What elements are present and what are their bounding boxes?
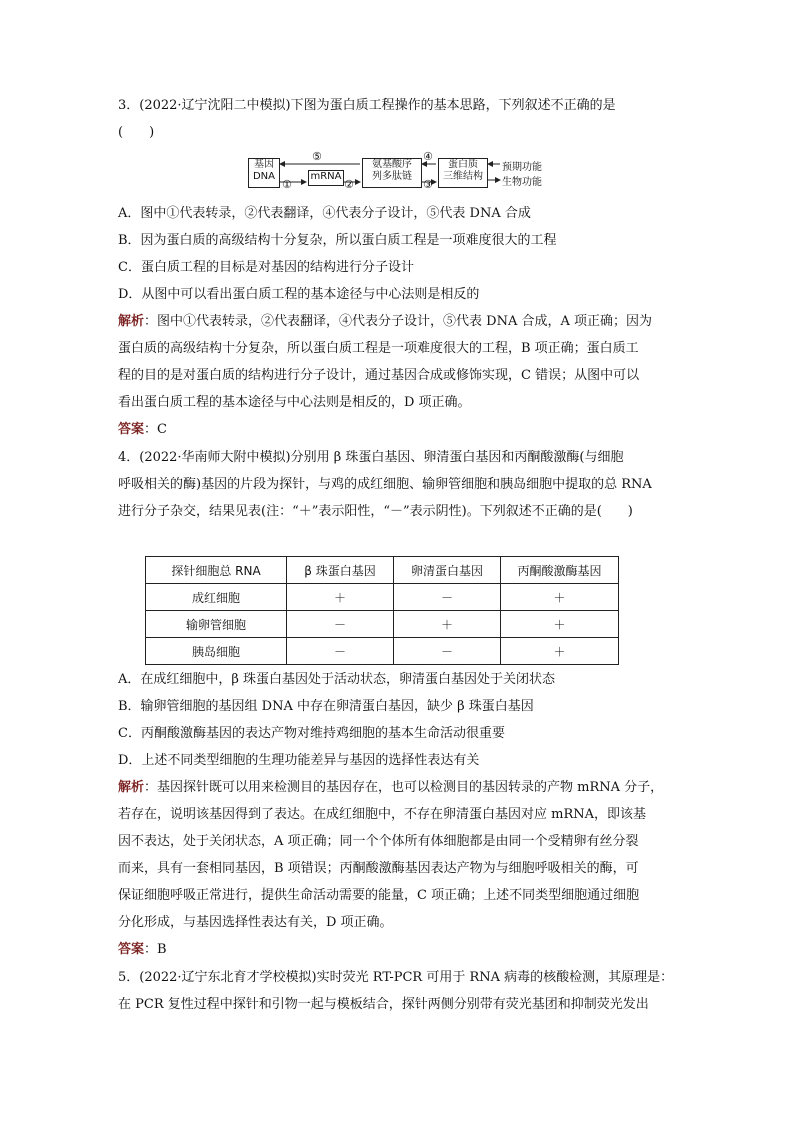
table-header: 丙酮酸激酶基因 xyxy=(501,557,619,584)
q3-option-d: D．从图中可以看出蛋白质工程的基本途径与中心法则是相反的 xyxy=(118,287,480,302)
q3-answer xyxy=(118,421,167,439)
table-cell: － xyxy=(394,584,501,611)
q4-option-b: B．输卵管细胞的基因组 DNA 中存在卵清蛋白基因，缺少 β 珠蛋白基因 xyxy=(118,699,534,714)
analysis-label: 解析 xyxy=(118,780,145,795)
q5-stem-line-1: 5．(2022·辽宁东北育才学校模拟)实时荧光 RT-PCR 可用于 RNA 病毒的核酸检测，其原理是： xyxy=(118,970,674,985)
table-cell: － xyxy=(287,638,394,665)
expected-function-label: 预期功能 xyxy=(502,162,542,173)
q4-stem-line-2: 呼吸相关的酶)基因的片段为探针，与鸡的成红细胞、输卵管细胞和胰岛细胞中提取的总 RNA xyxy=(118,477,652,492)
q4-analysis-line-1 xyxy=(118,779,663,797)
q3-option-b: B．因为蛋白质的高级结构十分复杂，所以蛋白质工程是一项难度很大的工程 xyxy=(118,233,557,248)
label-2: ② xyxy=(344,178,354,191)
protein-line1: 蛋白质 xyxy=(448,159,478,170)
table-header: 卵清蛋白基因 xyxy=(394,557,501,584)
q3-analysis-line-2: 蛋白质的高级结构十分复杂，所以蛋白质工程是一项难度很大的工程，B 项正确；蛋白质工 xyxy=(118,341,639,356)
analysis-text: ：图中①代表转录，②代表翻译，④代表分子设计，⑤代表 DNA 合成，A 项正确；因为 xyxy=(144,314,652,329)
amino-acid-box xyxy=(362,158,422,188)
table-cell: 成红细胞 xyxy=(146,584,287,611)
q4-option-c: C．丙酮酸激酶基因的表达产物对维持鸡细胞的基本生命活动很重要 xyxy=(118,726,505,741)
q4-option-a: A．在成红细胞中，β 珠蛋白基因处于活动状态，卵清蛋白基因处于关闭状态 xyxy=(118,672,556,687)
analysis-text: ：基因探针既可以用来检测目的基因存在，也可以检测目的基因转录的产物 mRNA 分子， xyxy=(144,780,664,795)
protein-structure-box xyxy=(438,158,488,188)
q4-stem-line-1: 4．(2022·华南师大附中模拟)分别用 β 珠蛋白基因、卵清蛋白基因和丙酮酸激酶(与细胞 xyxy=(118,450,624,465)
q4-analysis-line-3: 因不表达，处于关闭状态，A 项正确；同一个个体所有体细胞都是由同一个受精卵有丝分裂 xyxy=(118,834,639,849)
q3-analysis-line-1 xyxy=(118,313,652,331)
hybridization-table xyxy=(145,556,619,665)
dna-label: DNA xyxy=(252,171,276,182)
table-header: 探针细胞总 RNA xyxy=(146,557,287,584)
q4-option-d: D．上述不同类型细胞的生理功能差异与基因的选择性表达有关 xyxy=(118,753,480,768)
table-cell: ＋ xyxy=(394,611,501,638)
answer-text: ：B xyxy=(144,942,167,957)
label-1: ① xyxy=(282,178,292,191)
answer-label: 答案 xyxy=(118,422,145,437)
table-cell: 输卵管细胞 xyxy=(146,611,287,638)
q4-analysis-line-2: 若存在，说明该基因得到了表达。在成红细胞中，不存在卵清蛋白基因对应 mRNA，即该基 xyxy=(118,807,647,822)
table-cell: － xyxy=(394,638,501,665)
q4-analysis-line-6: 分化形成，与基因选择性表达有关，D 项正确。 xyxy=(118,915,393,930)
table-cell: ＋ xyxy=(501,638,619,665)
q4-analysis-line-5: 保证细胞呼吸正常进行，提供生命活动需要的能量，C 项正确；上述不同类型细胞通过细胞 xyxy=(118,888,640,903)
table-row xyxy=(146,611,619,638)
q4-analysis-line-4: 而来，具有一套相同基因，B 项错误；丙酮酸激酶基因表达产物为与细胞呼吸相关的酶，可 xyxy=(118,861,639,876)
table-cell: ＋ xyxy=(501,584,619,611)
gene-label: 基因 xyxy=(254,159,274,170)
table-header-row xyxy=(146,557,619,584)
answer-label: 答案 xyxy=(118,942,145,957)
q3-analysis-line-3: 程的目的是对蛋白质的结构进行分子设计，通过基因合成或修饰实现，C 错误；从图中可以 xyxy=(118,368,640,383)
label-4: ④ xyxy=(423,150,433,163)
table-cell: ＋ xyxy=(501,611,619,638)
mrna-box: mRNA xyxy=(308,170,344,186)
q3-stem-paren: ( ) xyxy=(118,125,155,140)
answer-text: ：C xyxy=(144,422,167,437)
table-header: β 珠蛋白基因 xyxy=(287,557,394,584)
bio-function-label: 生物功能 xyxy=(502,177,542,188)
q4-stem-line-3: 进行分子杂交，结果见表(注：“＋”表示阳性，“－”表示阴性)。下列叙述不正确的是( ) xyxy=(118,504,633,519)
analysis-label: 解析 xyxy=(118,314,145,329)
table-cell: 胰岛细胞 xyxy=(146,638,287,665)
protein-line2: 三维结构 xyxy=(443,171,483,182)
q3-analysis-line-4: 看出蛋白质工程的基本途径与中心法则是相反的，D 项正确。 xyxy=(118,395,471,410)
label-3: ③ xyxy=(423,178,433,191)
gene-dna-box xyxy=(248,158,280,188)
protein-engineering-diagram xyxy=(246,150,556,192)
label-5: ⑤ xyxy=(312,150,322,163)
q4-answer xyxy=(118,941,167,959)
table-cell: － xyxy=(287,611,394,638)
q3-stem: 3．(2022·辽宁沈阳二中模拟)下图为蛋白质工程操作的基本思路，下列叙述不正确的是 xyxy=(118,98,616,113)
aa-line2: 列多肽链 xyxy=(372,171,412,182)
table-row xyxy=(146,638,619,665)
q3-option-c: C．蛋白质工程的目标是对基因的结构进行分子设计 xyxy=(118,260,414,275)
q5-stem-line-2: 在 PCR 复性过程中探针和引物一起与模板结合，探针两侧分别带有荧光基团和抑制荧光发出 xyxy=(118,997,649,1012)
q3-option-a: A．图中①代表转录，②代表翻译，④代表分子设计，⑤代表 DNA 合成 xyxy=(118,206,531,221)
aa-line1: 氨基酸序 xyxy=(372,159,412,170)
table-cell: ＋ xyxy=(287,584,394,611)
table-row xyxy=(146,584,619,611)
